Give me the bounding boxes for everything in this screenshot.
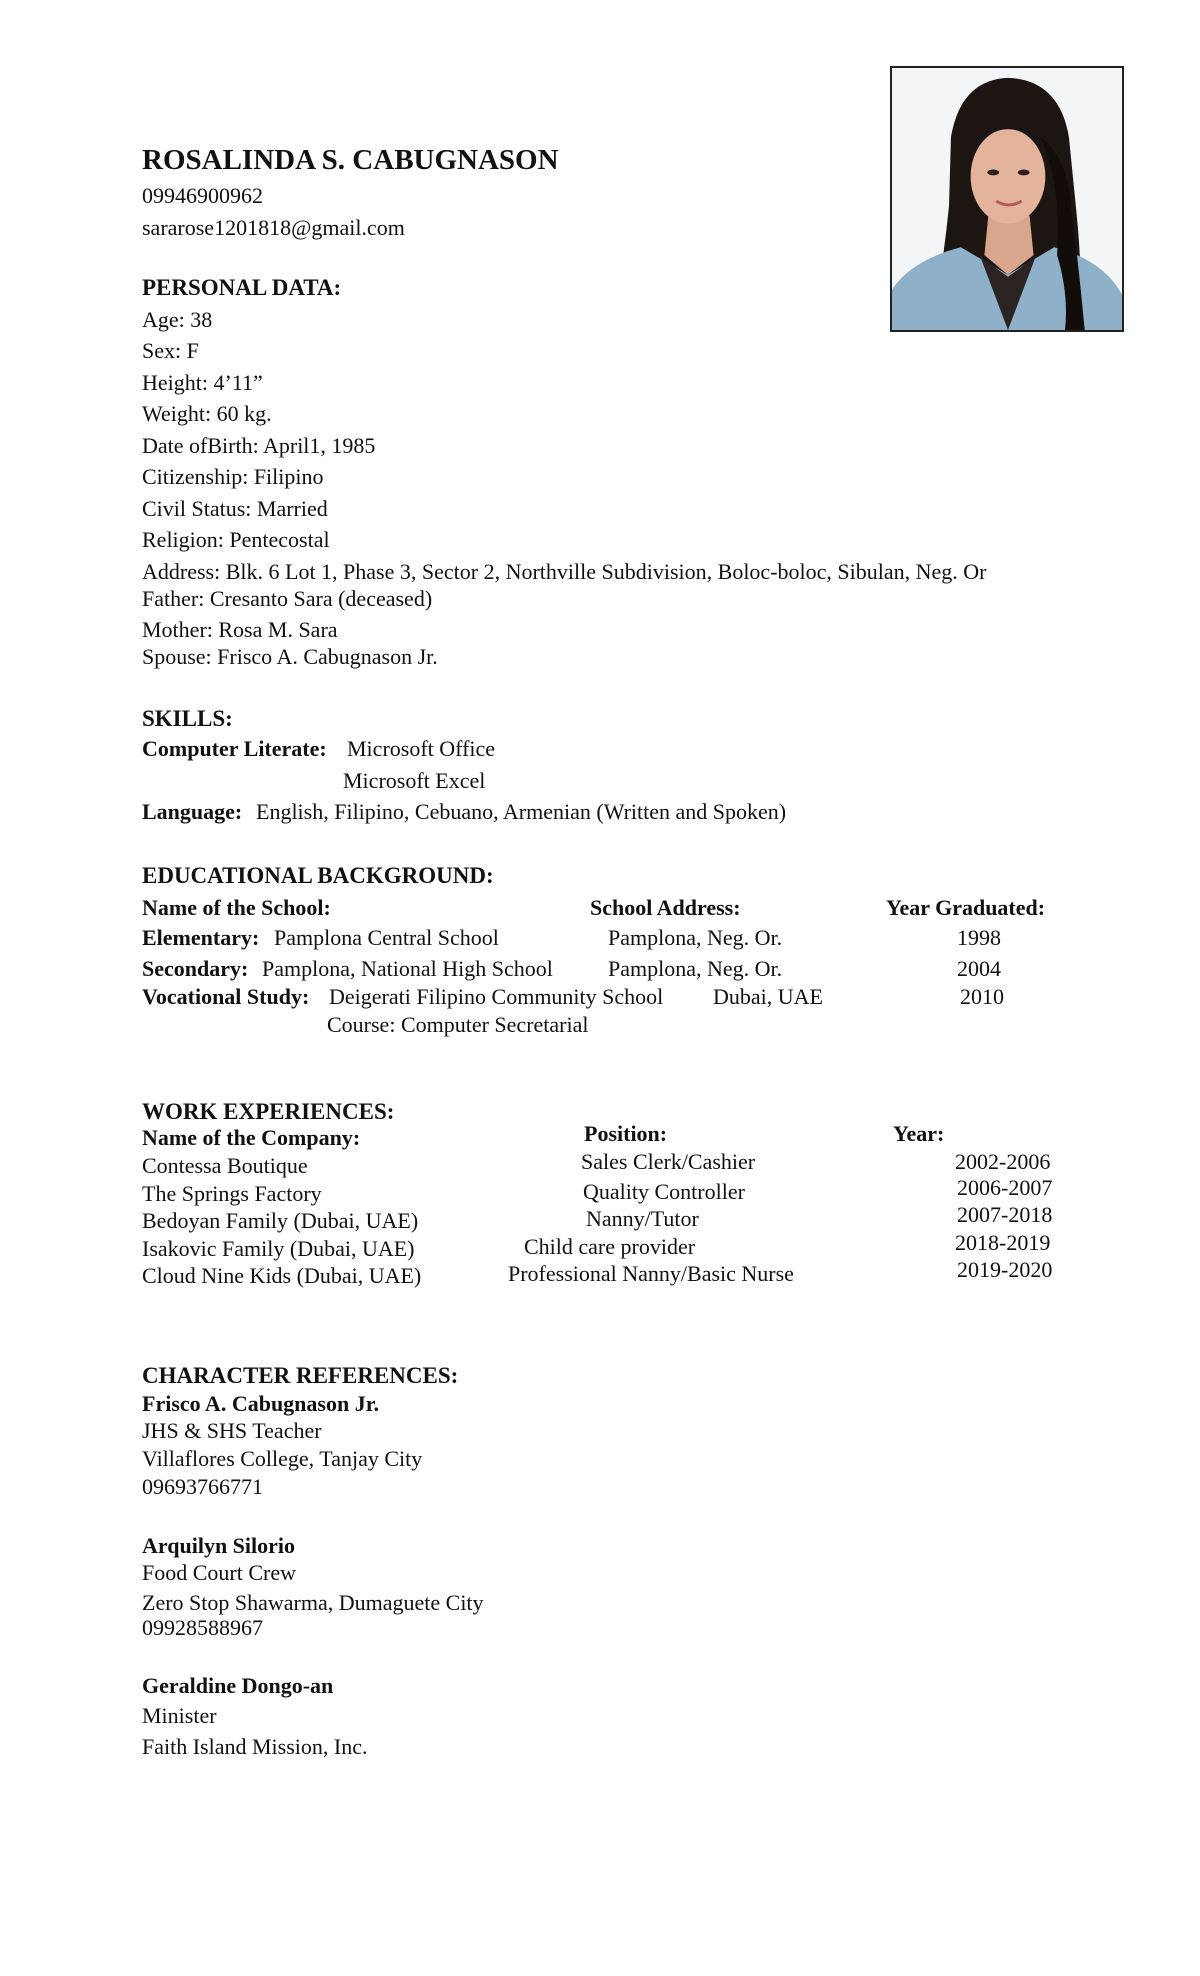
personal-line: Civil Status: Married — [142, 496, 328, 521]
personal-line: Weight: 60 kg. — [142, 401, 272, 426]
personal-data-heading: PERSONAL DATA: — [142, 275, 342, 300]
work-year: 2006-2007 — [957, 1175, 1053, 1200]
personal-line: Age: 38 — [142, 307, 213, 332]
reference-line: JHS & SHS Teacher — [142, 1418, 322, 1443]
work-col-company: Name of the Company: — [142, 1125, 361, 1150]
work-company: Isakovic Family (Dubai, UAE) — [142, 1236, 415, 1261]
personal-address: Address: Blk. 6 Lot 1, Phase 3, Sector 2, Northville Subdivision, Boloc-boloc, Sibulan, Neg. Or — [142, 559, 987, 584]
reference-line: Faith Island Mission, Inc. — [142, 1734, 368, 1759]
personal-line: Height: 4’11” — [142, 370, 263, 395]
education-col-address: School Address: — [590, 895, 741, 920]
education-address: Pamplona, Neg. Or. — [608, 925, 783, 950]
work-col-year: Year: — [893, 1121, 945, 1146]
personal-line: Father: Cresanto Sara (deceased) — [142, 586, 433, 611]
education-school: Pamplona Central School — [274, 925, 499, 950]
work-position: Nanny/Tutor — [586, 1206, 699, 1231]
personal-line: Mother: Rosa M. Sara — [142, 617, 338, 642]
work-position: Sales Clerk/Cashier — [581, 1149, 756, 1174]
reference-line: Villaflores College, Tanjay City — [142, 1446, 423, 1471]
reference-phone: 09928588967 — [142, 1615, 263, 1640]
applicant-name: ROSALINDA S. CABUGNASON — [142, 144, 559, 176]
language-value: English, Filipino, Cebuano, Armenian (Written and Spoken) — [256, 799, 787, 824]
reference-line: Minister — [142, 1703, 217, 1728]
reference-name: Frisco A. Cabugnason Jr. — [142, 1391, 379, 1416]
education-level: Secondary: — [142, 956, 249, 981]
education-school: Deigerati Filipino Community School — [329, 984, 664, 1009]
personal-line: Spouse: Frisco A. Cabugnason Jr. — [142, 644, 438, 669]
personal-line: Citizenship: Filipino — [142, 464, 324, 489]
reference-phone: 09693766771 — [142, 1474, 263, 1499]
references-heading: CHARACTER REFERENCES: — [142, 1363, 459, 1388]
reference-name: Arquilyn Silorio — [142, 1533, 296, 1558]
education-address: Pamplona, Neg. Or. — [608, 956, 783, 981]
work-company: The Springs Factory — [142, 1181, 322, 1206]
work-year: 2007-2018 — [957, 1202, 1053, 1227]
education-school: Pamplona, National High School — [262, 956, 553, 981]
education-year: 2010 — [960, 984, 1004, 1009]
work-year: 2002-2006 — [955, 1149, 1051, 1174]
language-label: Language: — [142, 799, 243, 824]
email-address: sararose1201818@gmail.com — [142, 215, 405, 240]
personal-line: Date ofBirth: April1, 1985 — [142, 433, 376, 458]
work-position: Child care provider — [524, 1234, 696, 1259]
work-company: Cloud Nine Kids (Dubai, UAE) — [142, 1263, 422, 1288]
work-heading: WORK EXPERIENCES: — [142, 1099, 395, 1124]
computer-skill: Microsoft Office — [347, 736, 496, 761]
reference-line: Food Court Crew — [142, 1560, 296, 1585]
education-heading: EDUCATIONAL BACKGROUND: — [142, 863, 494, 888]
reference-name: Geraldine Dongo-an — [142, 1673, 334, 1698]
profile-photo — [890, 66, 1124, 332]
education-level: Elementary: — [142, 925, 260, 950]
education-col-school: Name of the School: — [142, 895, 331, 920]
education-col-year: Year Graduated: — [886, 895, 1046, 920]
reference-line: Zero Stop Shawarma, Dumaguete City — [142, 1590, 484, 1615]
personal-line: Sex: F — [142, 338, 199, 363]
work-year: 2019-2020 — [957, 1257, 1053, 1282]
work-position: Professional Nanny/Basic Nurse — [508, 1261, 794, 1286]
work-company: Bedoyan Family (Dubai, UAE) — [142, 1208, 419, 1233]
work-year: 2018-2019 — [955, 1230, 1051, 1255]
education-level: Vocational Study: — [142, 984, 310, 1009]
personal-line: Religion: Pentecostal — [142, 527, 330, 552]
computer-literate-label: Computer Literate: — [142, 736, 327, 761]
work-company: Contessa Boutique — [142, 1153, 308, 1178]
computer-skill: Microsoft Excel — [343, 768, 486, 793]
work-col-position: Position: — [584, 1121, 668, 1146]
skills-heading: SKILLS: — [142, 706, 233, 731]
education-year: 1998 — [957, 925, 1001, 950]
education-course: Course: Computer Secretarial — [327, 1012, 589, 1037]
education-address: Dubai, UAE — [713, 984, 823, 1009]
education-year: 2004 — [957, 956, 1001, 981]
phone-number: 09946900962 — [142, 183, 263, 208]
work-position: Quality Controller — [583, 1179, 745, 1204]
